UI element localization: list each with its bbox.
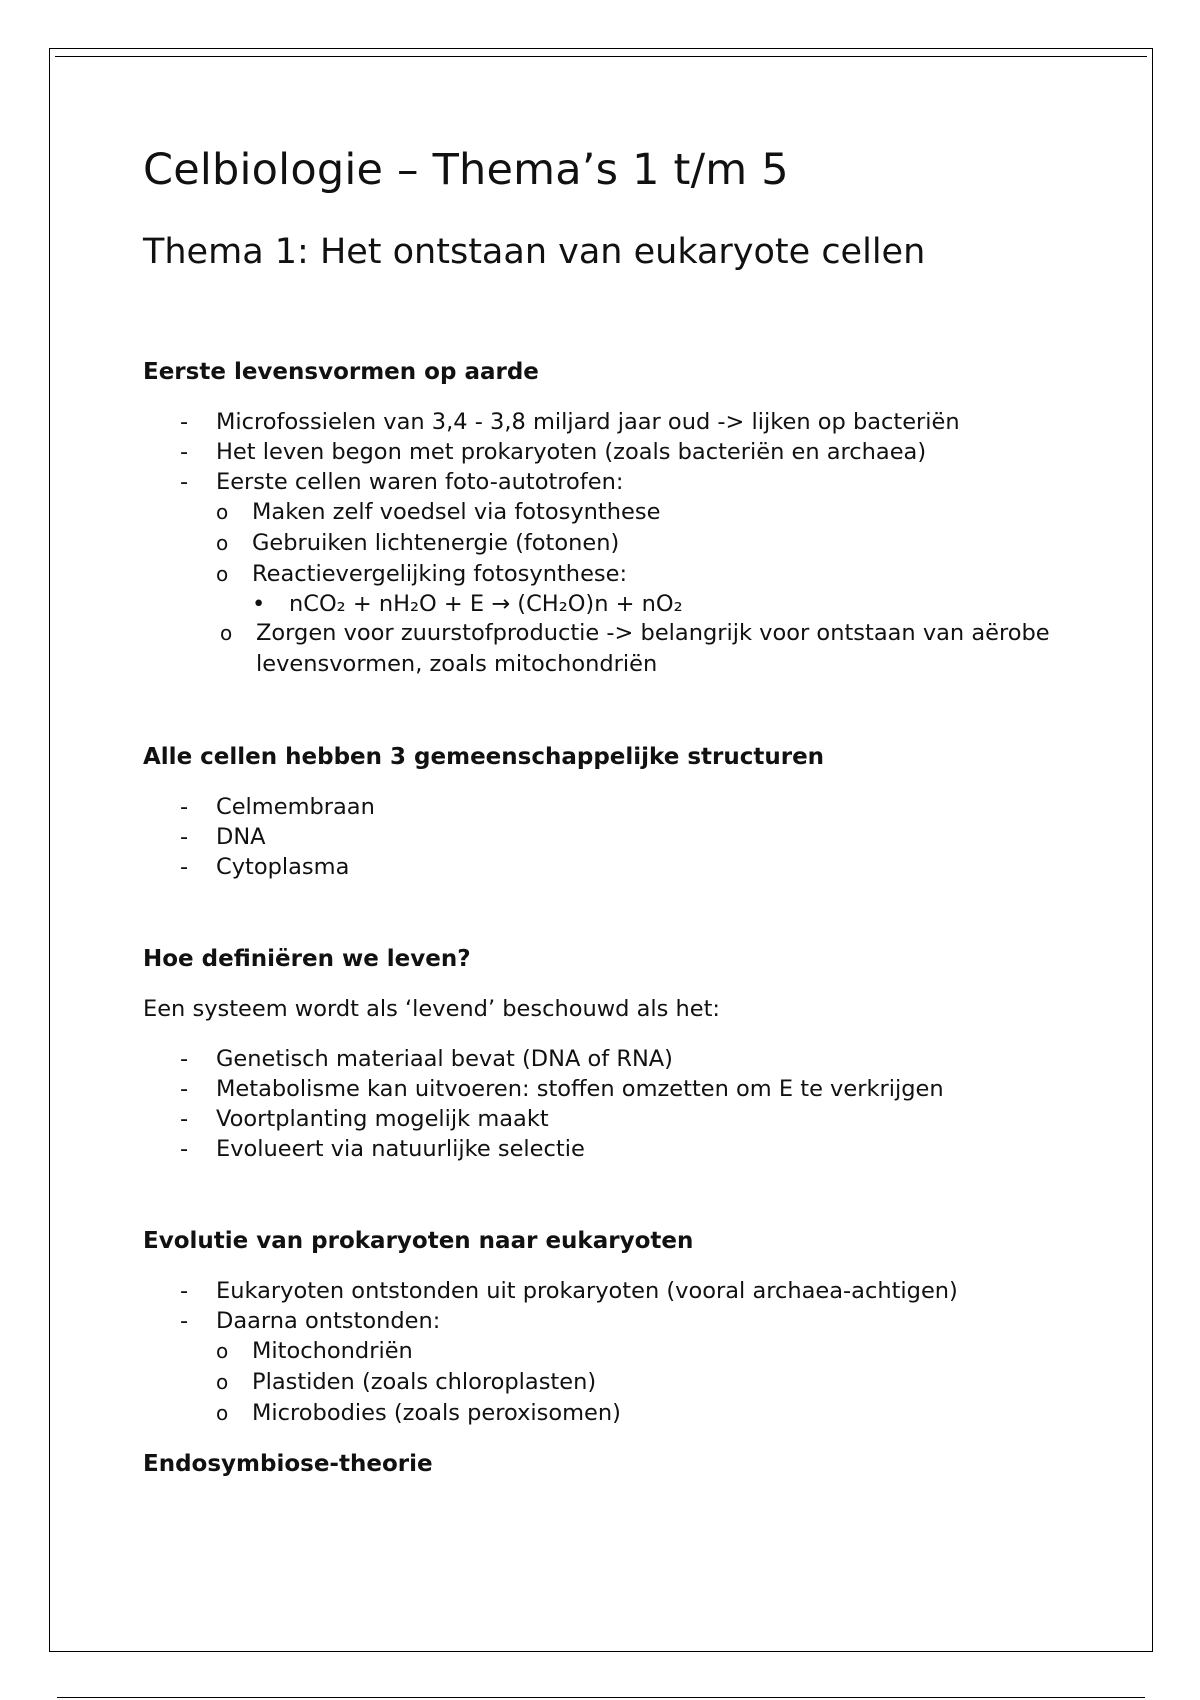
list-item xyxy=(143,822,1083,852)
dash-marker: - xyxy=(180,1046,189,1072)
page-bottom-rule xyxy=(57,1697,1145,1698)
circle-marker: o xyxy=(216,1339,229,1363)
sub-list xyxy=(216,497,1083,680)
list-item xyxy=(143,467,1083,680)
circle-marker: o xyxy=(216,1370,229,1394)
section-heading: Hoe definiëren we leven? xyxy=(143,946,471,972)
dash-marker: - xyxy=(180,1308,189,1334)
section-endosymbiosis xyxy=(143,1449,1083,1479)
dash-list xyxy=(143,407,1083,680)
section-evolution xyxy=(143,1226,1083,1429)
section-heading: Endosymbiose-theorie xyxy=(143,1451,433,1477)
section-define-life xyxy=(143,944,1083,1164)
dash-marker: - xyxy=(180,824,189,850)
list-item xyxy=(143,1074,1083,1104)
formula-item xyxy=(252,590,1083,618)
list-item xyxy=(143,1134,1083,1164)
list-item-text: Microfossielen van 3,4 - 3,8 miljard jaar oud -> lijken op bacteriën xyxy=(216,409,960,435)
list-item-text: Celmembraan xyxy=(216,794,375,820)
dash-marker: - xyxy=(180,1106,189,1132)
document-title: Celbiologie – Thema’s 1 t/m 5 xyxy=(143,145,789,195)
sub-list-item-text: Microbodies (zoals peroxisomen) xyxy=(252,1400,621,1426)
section-heading: Evolutie van prokaryoten naar eukaryoten xyxy=(143,1228,694,1254)
list-item-text: Daarna ontstonden: xyxy=(216,1308,441,1334)
sub-list-item xyxy=(216,618,1083,680)
list-item-text: Genetisch materiaal bevat (DNA of RNA) xyxy=(216,1046,673,1072)
dash-marker: - xyxy=(180,794,189,820)
list-item xyxy=(143,1104,1083,1134)
list-item-text: Cytoplasma xyxy=(216,854,350,880)
dash-marker: - xyxy=(180,439,189,465)
bullet-marker: • xyxy=(252,591,266,617)
dash-marker: - xyxy=(180,854,189,880)
circle-marker: o xyxy=(216,531,229,555)
list-item xyxy=(143,852,1083,882)
list-item-text: Metabolisme kan uitvoeren: stoffen omzetten om E te verkrijgen xyxy=(216,1076,944,1102)
photosynthesis-formula: nCO₂ + nH₂O + E → (CH₂O)n + nO₂ xyxy=(289,591,683,617)
section-common-structures xyxy=(143,742,1083,882)
sub-list-item-text: Gebruiken lichtenergie (fotonen) xyxy=(252,530,620,556)
list-item-text: Het leven begon met prokaryoten (zoals bacteriën en archaea) xyxy=(216,439,927,465)
list-item-text: Evolueert via natuurlijke selectie xyxy=(216,1136,585,1162)
dash-list xyxy=(143,1276,1083,1429)
document-body xyxy=(143,140,1083,1479)
dash-marker: - xyxy=(180,1136,189,1162)
sub-list-item xyxy=(216,1336,1083,1367)
sub-list-item-text: Zorgen voor zuurstofproductie -> belangrijk voor ontstaan van aërobe levensvormen, zoals mitochondriën xyxy=(256,620,1050,677)
dash-marker: - xyxy=(180,1076,189,1102)
section-first-lifeforms xyxy=(143,357,1083,680)
list-item xyxy=(143,1044,1083,1074)
sub-list-item xyxy=(216,497,1083,528)
list-item-text: Voortplanting mogelijk maakt xyxy=(216,1106,549,1132)
circle-marker: o xyxy=(216,562,229,586)
section-heading: Eerste levensvormen op aarde xyxy=(143,359,539,385)
theme-title: Thema 1: Het ontstaan van eukaryote cellen xyxy=(143,232,926,272)
list-item-text: Eukaryoten ontstonden uit prokaryoten (vooral archaea-achtigen) xyxy=(216,1278,958,1304)
dash-marker: - xyxy=(180,409,189,435)
sub-list-item-text: Maken zelf voedsel via fotosynthese xyxy=(252,499,661,525)
list-item xyxy=(143,1306,1083,1429)
sub-list xyxy=(216,1336,1083,1429)
dash-list xyxy=(143,792,1083,882)
list-item xyxy=(143,407,1083,437)
circle-marker: o xyxy=(220,621,233,645)
list-item xyxy=(143,437,1083,467)
dash-list xyxy=(143,1044,1083,1164)
sub-list-item-text: Reactievergelijking fotosynthese: xyxy=(252,561,628,587)
sub-list-item xyxy=(216,1398,1083,1429)
section-heading: Alle cellen hebben 3 gemeenschappelijke structuren xyxy=(143,744,825,770)
circle-marker: o xyxy=(216,1401,229,1425)
dash-marker: - xyxy=(180,1278,189,1304)
sub-list-item-text: Plastiden (zoals chloroplasten) xyxy=(252,1369,597,1395)
list-item-text: Eerste cellen waren foto-autotrofen: xyxy=(216,469,624,495)
sub-list-item xyxy=(216,559,1083,618)
dash-marker: - xyxy=(180,469,189,495)
sub-list-item xyxy=(216,1367,1083,1398)
list-item xyxy=(143,792,1083,822)
circle-marker: o xyxy=(216,500,229,524)
list-item-text: DNA xyxy=(216,824,266,850)
list-item xyxy=(143,1276,1083,1306)
formula-list xyxy=(252,590,1083,618)
sub-list-item-text: Mitochondriën xyxy=(252,1338,413,1364)
sub-list-item xyxy=(216,528,1083,559)
section-intro: Een systeem wordt als ‘levend’ beschouwd als het: xyxy=(143,996,721,1022)
